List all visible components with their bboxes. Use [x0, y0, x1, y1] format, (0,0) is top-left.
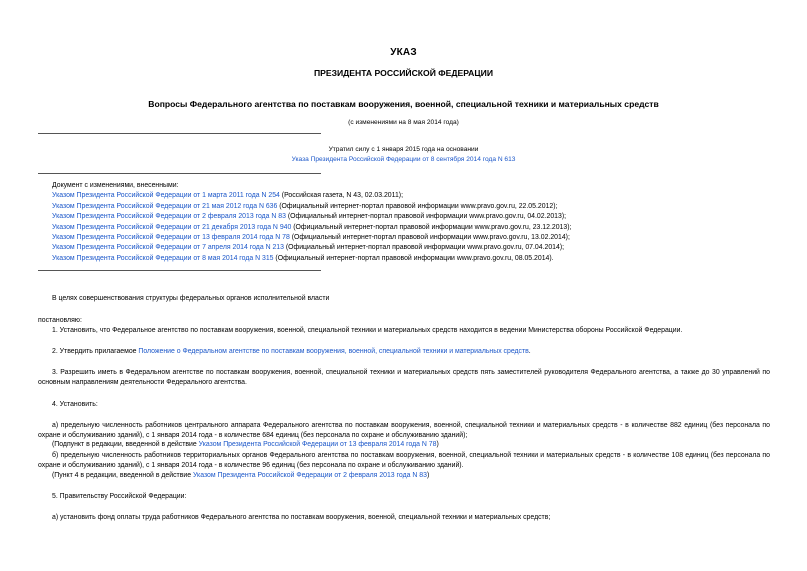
status-line: Утратил силу с 1 января 2015 года на основании	[328, 146, 479, 153]
amendment-source: (Официальный интернет-портал правовой информации www.pravo.gov.ru, 23.12.2013);	[291, 223, 572, 231]
list-item	[52, 254, 571, 264]
paragraph-3: 3. Разрешить иметь в Федеральном агентстве по поставкам вооружения, военной, специальной техники и материальных средств пять заместителей руководителя Федерального агентства, а также до 30 управлений по основным направлениям деятельности Федерального агентства.	[38, 369, 770, 386]
paragraph-2-end: .	[528, 348, 531, 355]
preamble: В целях совершенствования структуры федеральных органов исполнительной власти	[52, 295, 330, 302]
amendment-source: (Официальный интернет-портал правовой информации www.pravo.gov.ru, 07.04.2014);	[283, 244, 565, 252]
changes-list	[52, 181, 571, 264]
amendment-source: (Официальный интернет-портал правовой информации www.pravo.gov.ru, 08.05.2014).	[273, 254, 554, 262]
doc-subject: Вопросы Федерального агентства по поставкам вооружения, военной, специальной техники и материальных средств	[148, 99, 659, 109]
paragraph-5: 5. Правительству Российской Федерации:	[52, 493, 187, 500]
paragraph-2	[52, 347, 531, 357]
separator-line	[38, 173, 321, 174]
list-item	[52, 191, 571, 201]
amendment-source: (Официальный интернет-портал правовой информации www.pravo.gov.ru, 04.02.2013);	[285, 213, 567, 221]
note-end: )	[436, 441, 439, 448]
note-text: (Подпункт в редакции, введенной в действие	[52, 441, 199, 448]
amendment-link[interactable]: Указом Президента Российской Федерации от 8 мая 2014 года N 315	[52, 254, 274, 262]
doc-issuer: ПРЕЗИДЕНТА РОССИЙСКОЙ ФЕДЕРАЦИИ	[313, 68, 494, 78]
amendment-link[interactable]: Указом Президента Российской Федерации от 13 февраля 2014 года N 78	[198, 441, 437, 448]
paragraph-4b: б) предельную численность работников территориальных органов Федерального агентства по поставкам вооружения, военной, специальной техники и материальных средств - в количестве 108 единиц (без персонала по охране и обслуживанию зданий), с 1 января 2014 года - в количестве 96 единиц (без персонала по охране и обслуживанию зданий).	[38, 452, 770, 469]
amendment-link[interactable]: Указом Президента Российской Федерации от 2 февраля 2013 года N 83	[52, 213, 286, 221]
list-item	[52, 202, 571, 212]
paragraph-1: 1. Установить, что Федеральное агентство по поставкам вооружения, военной, специальной техники и материальных средств находится в ведении Министерства обороны Российской Федерации.	[52, 327, 683, 334]
amendment-link[interactable]: Указом Президента Российской Федерации от 13 февраля 2014 года N 78	[52, 234, 290, 242]
paragraph-4a: а) предельную численность работников центрального аппарата Федерального агентства по поставкам вооружения, военной, специальной техники и материальных средств - в количестве 882 единиц (без персонала по охране и обслуживанию зданий), с 1 января 2014 года - в количестве 684 единиц (без персонала по охране и обслуживанию зданий);	[38, 422, 770, 439]
paragraph-4-note	[52, 471, 429, 481]
doc-title: УКАЗ	[390, 47, 417, 58]
doc-amended-note: (с изменениями на 8 мая 2014 года)	[348, 119, 459, 126]
decree-word: постановляю:	[38, 317, 82, 324]
amendment-source: (Российская газета, N 43, 02.03.2011);	[279, 192, 403, 200]
amendment-link[interactable]: Указом Президента Российской Федерации от 2 февраля 2013 года N 83	[192, 472, 427, 479]
amendment-link[interactable]: Указом Президента Российской Федерации от 21 декабря 2013 года N 940	[52, 223, 292, 231]
amendment-link[interactable]: Указом Президента Российской Федерации от 1 марта 2011 года N 254	[52, 192, 280, 200]
status-repeal-link[interactable]: Указа Президента Российской Федерации от 8 сентября 2014 года N 613	[291, 156, 516, 163]
paragraph-4a-note	[52, 440, 439, 450]
list-item	[52, 212, 571, 222]
note-end: )	[426, 472, 430, 479]
amendment-link[interactable]: Указом Президента Российской Федерации от 7 апреля 2014 года N 213	[52, 244, 284, 252]
paragraph-4: 4. Установить:	[52, 401, 98, 408]
separator-line	[38, 270, 321, 271]
list-item	[52, 233, 571, 243]
list-item	[52, 223, 571, 233]
amendment-source: (Официальный интернет-портал правовой информации www.pravo.gov.ru, 13.02.2014);	[289, 234, 570, 242]
regulation-link[interactable]: Положение о Федеральном агентстве по поставкам вооружения, военной, специальной техники и материальных средств	[138, 348, 529, 355]
paragraph-5a: а) установить фонд оплаты труда работников Федерального агентства по поставкам вооружения, военной, специальной техники и материальных средств;	[52, 514, 551, 521]
status-link-wrap	[0, 156, 807, 163]
separator-line	[38, 133, 321, 134]
changes-intro: Документ с изменениями, внесенными:	[52, 182, 179, 189]
amendment-link[interactable]: Указом Президента Российской Федерации от 21 мая 2012 года N 636	[52, 202, 278, 210]
amendment-source: (Официальный интернет-портал правовой информации www.pravo.gov.ru, 22.05.2012);	[277, 202, 558, 210]
paragraph-2-text: 2. Утвердить прилагаемое	[52, 348, 139, 355]
note-text: (Пункт 4 в редакции, введенной в действие	[52, 472, 193, 479]
list-item	[52, 243, 571, 253]
